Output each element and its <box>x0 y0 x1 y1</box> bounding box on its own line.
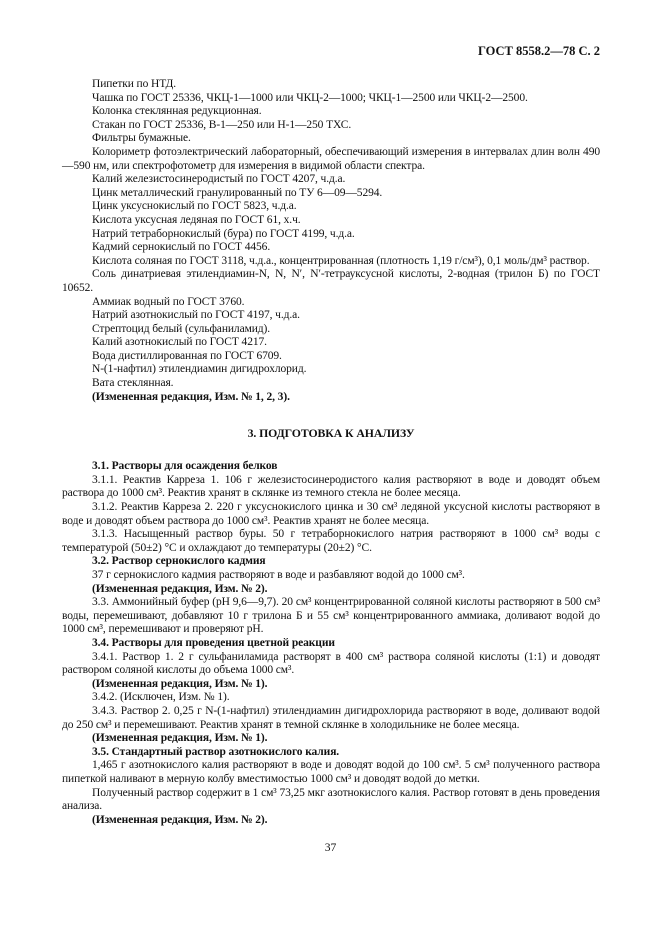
list-item: Цинк металлический гранулированный по ТУ 6—09—5294. <box>92 186 383 199</box>
list-item: Калий азотнокислый по ГОСТ 4217. <box>92 336 267 349</box>
list-item: Соль динатриевая этилендиамин-N, N, N′, N′-тетрауксусной кислоты, 2-водная (трилон Б) по ГОСТ 10652. <box>62 268 600 294</box>
amendment-note: (Измененная редакция, Изм. № 1, 2, 3). <box>92 390 290 403</box>
list-item: Фильтры бумажные. <box>92 132 191 145</box>
paragraph: 3.4.2. (Исключен, Изм. № 1). <box>92 691 230 704</box>
list-item: Вата стеклянная. <box>92 377 174 390</box>
page-number: 37 <box>324 841 337 855</box>
list-item: Цинк уксуснокислый по ГОСТ 5823, ч.д.а. <box>92 200 297 213</box>
section-paragraphs <box>62 460 600 827</box>
list-item: Аммиак водный по ГОСТ 3760. <box>92 295 245 308</box>
paragraph: 3.1.3. Насыщенный раствор буры. 50 г тетраборнокислого натрия растворяют в 1000 см³ воды с температурой (50±2) °С и охлаждают до температуры (20±2) °С. <box>62 528 600 554</box>
paragraph: 37 г сернокислого кадмия растворяют в воде и разбавляют водой до 1000 см³. <box>92 569 465 581</box>
subheading: 3.4. Растворы для проведения цветной реакции <box>92 636 335 649</box>
list-item: N-(1-нафтил) этилендиамин дигидрохлорид. <box>92 363 307 376</box>
subheading: 3.5. Стандартный раствор азотнокислого калия. <box>92 745 340 758</box>
subheading: 3.1. Растворы для осаждения белков <box>92 460 278 473</box>
list-item: Кислота уксусная ледяная по ГОСТ 61, х.ч. <box>92 213 301 226</box>
list-item: Натрий азотнокислый по ГОСТ 4197, ч.д.а. <box>92 309 300 322</box>
list-item: Колориметр фотоэлектрический лабораторный, обеспечивающий измерения в интервалах длин волн 490—590 нм, или спектрофотометр для измерения в видимой области спектра. <box>62 145 600 172</box>
subheading: (Измененная редакция, Изм. № 2). <box>92 813 268 826</box>
list-item: Стакан по ГОСТ 25336, В-1—250 или Н-1—250 ТХС. <box>92 118 352 131</box>
list-item: Вода дистиллированная по ГОСТ 6709. <box>92 349 282 362</box>
paragraph: Полученный раствор содержит в 1 см³ 73,25 мкг азотнокислого калия. Раствор готовят в день проведения анализа. <box>62 786 600 813</box>
list-item: Калий железистосинеродистый по ГОСТ 4207, ч.д.а. <box>92 173 346 186</box>
paragraph: 3.1.2. Реактив Карреза 2. 220 г уксуснокислого цинка и 30 см³ ледяной уксусной кислоты растворяют в воде и доводят объем раствора до 1000 см³. Реактив хранят не более месяца. <box>62 501 600 527</box>
paragraph: 1,465 г азотнокислого калия растворяют в воде и доводят водой до 100 см³. 5 см³ полученного раствора пипеткой наливают в мерную колбу вместимостью 1000 см³ и доводят водой до метки. <box>62 759 600 785</box>
list-item: Стрептоцид белый (сульфаниламид). <box>92 322 271 335</box>
paragraph: 3.4.1. Раствор 1. 2 г сульфаниламида растворят в 400 см³ раствора соляной кислоты (1:1) и доводят раствором соляной кислоты до объема 1000 см³. <box>62 650 600 677</box>
page-header: ГОСТ 8558.2—78 С. 2 <box>477 44 600 58</box>
subheading: (Измененная редакция, Изм. № 1). <box>92 732 268 745</box>
paragraph: 3.1.1. Реактив Карреза 1. 106 г железистосинеродистого калия растворяют в воде и доводят объем раствора до 1000 см³. Реактив хранят в склянке из темного стекла не более месяца. <box>62 473 600 500</box>
equipment-list <box>62 78 600 391</box>
list-item: Чашка по ГОСТ 25336, ЧКЦ-1—1000 или ЧКЦ-2—1000; ЧКЦ-1—2500 или ЧКЦ-2—2500. <box>92 91 528 104</box>
subheading: 3.2. Раствор сернокислого кадмия <box>92 555 266 568</box>
subheading: (Измененная редакция, Изм. № 1). <box>92 677 268 690</box>
list-item: Натрий тетраборнокислый (бура) по ГОСТ 4199, ч.д.а. <box>92 227 355 240</box>
document-body <box>62 0 600 827</box>
paragraph: 3.3. Аммонийный буфер (рН 9,6—9,7). 20 см³ концентрированной соляной кислоты растворяют в 500 см³ воды, перемешивают, добавляют 10 г трилона Б и 55 см³ концентрированного аммиака, доливают водой до 1000 см³, перемешивают и проверяют рН. <box>62 596 600 636</box>
list-item: Кислота соляная по ГОСТ 3118, ч.д.а., концентрированная (плотность 1,19 г/см³), 0,1 моль/дм³ раствор. <box>92 254 590 267</box>
paragraph: 3.4.3. Раствор 2. 0,25 г N-(1-нафтил) этилендиамин дигидрохлорида растворяют в воде, доливают водой до 250 см³ и перемешивают. Реактив хранят в темной склянке в холодильнике не более месяца. <box>62 704 600 731</box>
list-item: Кадмий сернокислый по ГОСТ 4456. <box>92 241 271 254</box>
subheading: (Измененная редакция, Изм. № 2). <box>92 582 268 595</box>
list-item: Колонка стеклянная редукционная. <box>92 105 262 118</box>
section-title: 3. ПОДГОТОВКА К АНАЛИЗУ <box>247 426 415 441</box>
list-item: Пипетки по НТД. <box>92 78 176 90</box>
